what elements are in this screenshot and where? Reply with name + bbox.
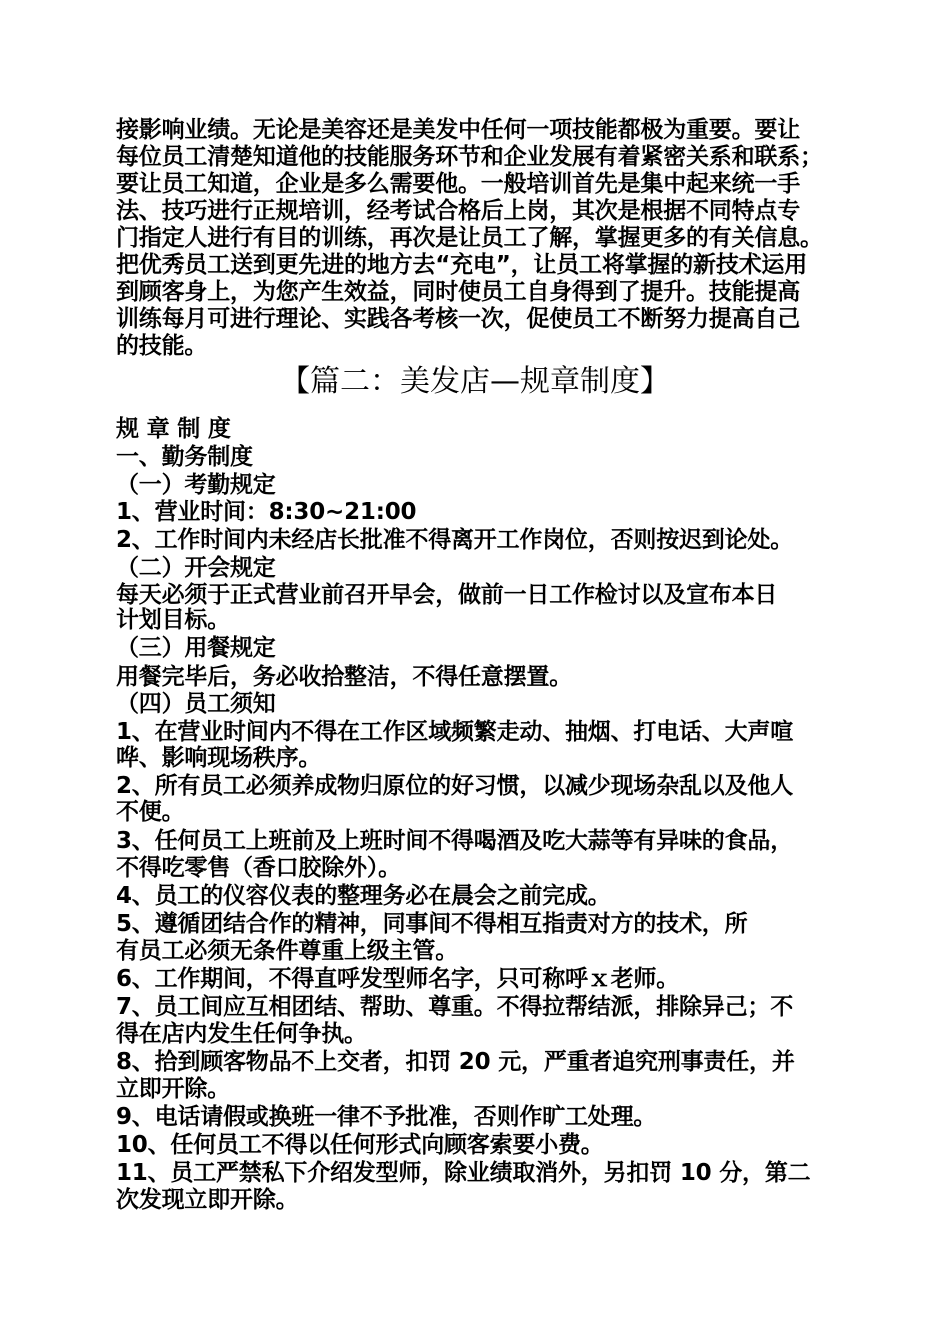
intro-line: 每位员工清楚知道他的技能服务环节和企业发展有着紧密关系和联系； (116, 144, 823, 170)
body-line: 2、工作时间内未经店长批准不得离开工作岗位，否则按迟到论处。 (116, 527, 794, 553)
intro-line: 把优秀员工送到更先进的地方去“充电”，让员工将掌握的新技术运用 (116, 252, 808, 278)
body-line: 得在店内发生任何争执。 (116, 1021, 367, 1047)
intro-line: 到顾客身上，为您产生效益，同时使员工自身得到了提升。技能提高 (116, 279, 801, 305)
body-line: 10、任何员工不得以任何形式向顾客索要小费。 (116, 1132, 604, 1158)
body-line: 立即开除。 (116, 1076, 231, 1102)
body-line: 2、所有员工必须养成物归原位的好习惯，以减少现场杂乱以及他人 (116, 773, 794, 799)
intro-line: 的技能。 (116, 333, 208, 359)
body-line: 6、工作期间，不得直呼发型师名字，只可称呼ｘ老师。 (116, 966, 680, 992)
body-line: 计划目标。 (116, 607, 231, 633)
body-line: 用餐完毕后，务必收拾整洁，不得任意摆置。 (116, 664, 573, 690)
body-line: 次发现立即开除。 (116, 1187, 299, 1213)
rules-title: 规 章 制 度 (116, 416, 231, 442)
body-line: 1、营业时间：8:30~21:00 (116, 499, 417, 525)
subsection-heading: （二）开会规定 (116, 555, 276, 581)
body-line: 1、在营业时间内不得在工作区域频繁走动、抽烟、打电话、大声喧 (116, 719, 794, 745)
intro-line: 法、技巧进行正规培训，经考试合格后上岗，其次是根据不同特点专 (116, 198, 801, 224)
subsection-heading: （四）员工须知 (116, 691, 276, 717)
section-heading: 【篇二：美发店—规章制度】 (280, 364, 670, 399)
body-line: 5、遵循团结合作的精神，同事间不得相互指责对方的技术，所 (116, 911, 748, 937)
body-line: 4、员工的仪容仪表的整理务必在晨会之前完成。 (116, 883, 611, 909)
body-line: 9、电话请假或换班一律不予批准，否则作旷工处理。 (116, 1104, 657, 1130)
body-line: 哗、影响现场秩序。 (116, 745, 322, 771)
body-line: 11、员工严禁私下介绍发型师，除业绩取消外，另扣罚 10 分，第二 (116, 1160, 811, 1186)
intro-line: 接影响业绩。无论是美容还是美发中任何一项技能都极为重要。要让 (116, 117, 801, 143)
intro-line: 门指定人进行有目的训练，再次是让员工了解，掌握更多的有关信息。 (116, 225, 823, 251)
chapter-heading: 一、勤务制度 (116, 444, 253, 470)
body-line: 不得吃零售（香口胶除外）。 (116, 855, 401, 881)
body-line: 不便。 (116, 799, 185, 825)
subsection-heading: （三）用餐规定 (116, 635, 276, 661)
subsection-heading: （一）考勤规定 (116, 472, 276, 498)
body-line: 3、任何员工上班前及上班时间不得喝酒及吃大蒜等有异味的食品， (116, 828, 794, 854)
intro-line: 训练每月可进行理论、实践各考核一次，促使员工不断努力提高自己 (116, 306, 801, 332)
body-line: 7、员工间应互相团结、帮助、尊重。不得拉帮结派，排除异己；不 (116, 994, 794, 1020)
body-line: 每天必须于正式营业前召开早会，做前一日工作检讨以及宣布本日 (116, 582, 778, 608)
body-line: 8、拾到顾客物品不上交者，扣罚 20 元，严重者追究刑事责任，并 (116, 1049, 795, 1075)
body-line: 有员工必须无条件尊重上级主管。 (116, 938, 459, 964)
intro-line: 要让员工知道，企业是多么需要他。一般培训首先是集中起来统一手 (116, 171, 801, 197)
